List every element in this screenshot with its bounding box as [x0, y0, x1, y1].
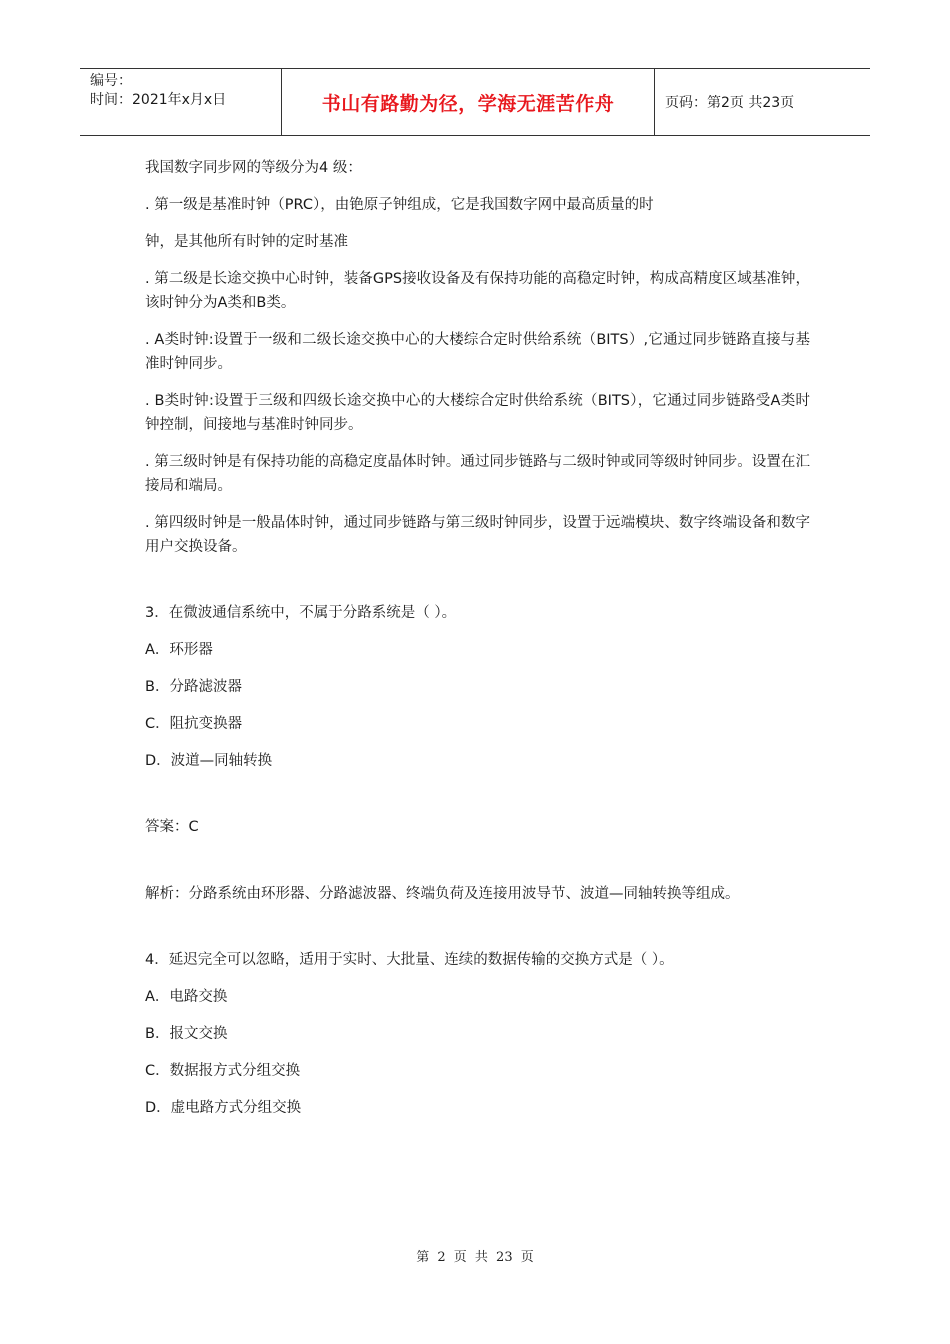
question-3-title: 3．在微波通信系统中，不属于分路系统是（ ）。: [145, 605, 457, 621]
motto-text: 书山有路勤为径，学海无涯苦作舟: [321, 92, 615, 115]
document-body: [145, 156, 810, 1133]
paragraph: . 第二级是长途交换中心时钟，装备GPS接收设备及有保持功能的高稳定时钟，构成高精度区域基准钟，该时钟分为A类和B类。: [145, 271, 810, 311]
page-label: 页码：第2页 共23页: [665, 95, 795, 111]
question-3-option-b: B．分路滤波器: [145, 679, 242, 695]
paragraph: . 第三级时钟是有保持功能的高稳定度晶体时钟。通过同步链路与二级时钟或同等级时钟同步。设置在汇接局和端局。: [145, 454, 810, 494]
paragraph: . A类时钟:设置于一级和二级长途交换中心的大楼综合定时供给系统（BITS）,它通过同步链路直接与基准时钟同步。: [145, 332, 810, 372]
question-4-option-b: B．报文交换: [145, 1026, 228, 1042]
paragraph: . 第四级时钟是一般晶体时钟，通过同步链路与第三级时钟同步，设置于远端模块、数字终端设备和数字用户交换设备。: [145, 515, 810, 555]
question-4-option-d: D．虚电路方式分组交换: [145, 1100, 302, 1116]
date-label: 时间：2021年x月x日: [90, 92, 227, 108]
paragraph: 我国数字同步网的等级分为4 级：: [145, 160, 362, 176]
paragraph: 钟，是其他所有时钟的定时基准: [145, 234, 348, 250]
paragraph: . 第一级是基准时钟（PRC），由铯原子钟组成，它是我国数字网中最高质量的时: [145, 197, 654, 213]
number-label: 编号：: [90, 73, 132, 89]
page-header: [80, 68, 870, 136]
question-3-analysis: 解析：分路系统由环形器、分路滤波器、终端负荷及连接用波导节、波道—同轴转换等组成。: [145, 886, 740, 902]
header-page-cell: [655, 69, 870, 135]
question-3-option-d: D．波道—同轴转换: [145, 753, 273, 769]
question-3-option-c: C．阻抗变换器: [145, 716, 243, 732]
question-4-option-c: C．数据报方式分组交换: [145, 1063, 301, 1079]
paragraph: . B类时钟:设置于三级和四级长途交换中心的大楼综合定时供给系统（BITS），它通过同步链路受A类时钟控制，间接地与基准时钟同步。: [145, 393, 810, 433]
header-meta: [80, 69, 282, 135]
question-3-answer: 答案：C: [145, 819, 199, 835]
page-footer: 第 2 页 共 23 页: [416, 1250, 534, 1265]
question-4-option-a: A．电路交换: [145, 989, 228, 1005]
question-4-title: 4．延迟完全可以忽略，适用于实时、大批量、连续的数据传输的交换方式是（ ）。: [145, 952, 674, 968]
header-motto-cell: [282, 69, 655, 135]
question-3-option-a: A．环形器: [145, 642, 213, 658]
